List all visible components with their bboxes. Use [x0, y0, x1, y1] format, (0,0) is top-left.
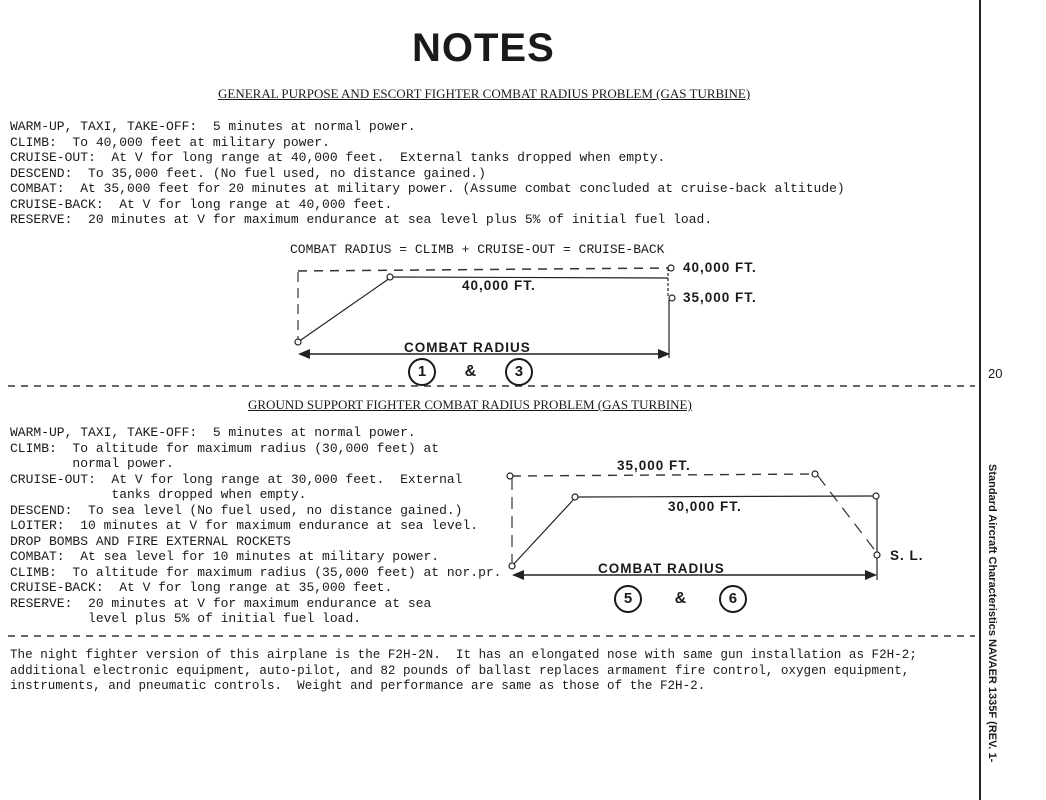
- diagram2-alt-top: 35,000 FT.: [617, 458, 691, 473]
- section1-line: CRUISE-BACK: At V for long range at 40,000 feet.: [10, 196, 393, 212]
- diagram2-arrowhead-right: [865, 570, 877, 580]
- diagram1-missions: [408, 358, 568, 386]
- diagram1-cruise-back-path: [298, 268, 668, 271]
- section1-line: DESCEND: To 35,000 feet. (No fuel used, no distance gained.): [10, 165, 486, 181]
- section2-line: level plus 5% of initial fuel load.: [10, 611, 362, 626]
- section2-line: DROP BOMBS AND FIRE EXTERNAL ROCKETS: [10, 533, 291, 549]
- diagram2-start-point: [509, 563, 515, 569]
- section2-line: CRUISE-BACK: At V for long range at 35,000 feet.: [10, 580, 393, 595]
- section2-line: tanks dropped when empty.: [10, 487, 307, 502]
- section2-heading: GROUND SUPPORT FIGHTER COMBAT RADIUS PROBLEM (GAS TURBINE): [248, 397, 692, 412]
- diagram1-climb-point: [387, 274, 393, 280]
- section2-line: COMBAT: At sea level for 10 minutes at military power.: [10, 549, 440, 564]
- diagram2-cruise-out-path: [575, 496, 876, 497]
- combat-radius-formula: COMBAT RADIUS = CLIMB + CRUISE-OUT = CRUISE-BACK: [290, 242, 665, 257]
- page-title: NOTES: [412, 26, 555, 70]
- diagram1-radius-label: COMBAT RADIUS: [404, 340, 531, 355]
- section2-line: LOITER: 10 minutes at V for maximum endurance at sea level.: [10, 518, 479, 533]
- section2-text: [10, 425, 501, 627]
- diagram2-climb-back-path: [818, 476, 877, 553]
- diagram2-sealevel-point: [874, 552, 880, 558]
- diagram2-climb-path: [512, 498, 575, 566]
- footer-line: The night fighter version of this airplane is the F2H-2N. It has an elongated nose with same gun installation as F2H-2;: [10, 648, 917, 662]
- section1-line: CRUISE-OUT: At V for long range at 40,000 feet. External tanks dropped when empty.: [10, 150, 666, 165]
- side-document-label: Standard Aircraft Characteristics NAVAER 1335F (REV. 1-: [986, 464, 998, 763]
- diagram1-top-point: [668, 265, 674, 271]
- section2-line: DESCEND: To sea level (No fuel used, no distance gained.): [10, 502, 463, 518]
- diagram1-alt-lower: 35,000 FT.: [683, 290, 757, 305]
- footer-note: [10, 648, 917, 695]
- footer-line: additional electronic equipment, auto-pilot, and 82 pounds of ballast replaces armament fire control, oxygen equipment,: [10, 663, 910, 678]
- section1-line: WARM-UP, TAXI, TAKE-OFF: 5 minutes at normal power.: [10, 119, 416, 134]
- footer-line: instruments, and pneumatic controls. Weight and performance are same as those of the F2H-2.: [10, 679, 706, 693]
- section2-line: RESERVE: 20 minutes at V for maximum endurance at sea: [10, 595, 432, 611]
- mission-number-badge: 3: [505, 358, 533, 386]
- diagram1-start-point: [295, 339, 301, 345]
- diagram2-radius-label: COMBAT RADIUS: [598, 561, 725, 576]
- amp-symbol: &: [674, 590, 687, 607]
- diagram2-arrowhead-left: [512, 570, 524, 580]
- section1-line: RESERVE: 20 minutes at V for maximum endurance at sea level plus 5% of initial fuel load.: [10, 212, 713, 227]
- diagram2-descend-point: [873, 493, 879, 499]
- diagram1-arrowhead-left: [298, 349, 310, 359]
- diagram1-combat-point: [669, 295, 675, 301]
- diagram1-arrowhead-right: [658, 349, 670, 359]
- diagram1-alt-top: 40,000 FT.: [683, 260, 757, 275]
- page-number: 20: [988, 366, 1003, 381]
- mission-number-badge: 5: [614, 585, 642, 613]
- diagram1-climb-path: [298, 278, 390, 342]
- diagram2-cruise-back-path: [512, 474, 816, 476]
- amp-symbol: &: [464, 363, 477, 380]
- mission-number-badge: 6: [719, 585, 747, 613]
- section2-line: CLIMB: To altitude for maximum radius (35,000 feet) at nor.pr.: [10, 564, 502, 580]
- diagram2-alt-mid: 30,000 FT.: [668, 499, 742, 514]
- mission-number-badge: 1: [408, 358, 436, 386]
- diagram2-top-right-point: [812, 471, 818, 477]
- diagram2-alt-sl: S. L.: [890, 548, 924, 563]
- section2-line: CRUISE-OUT: At V for long range at 30,000 feet. External: [10, 471, 463, 487]
- section2-line: CLIMB: To altitude for maximum radius (30,000 feet) at: [10, 440, 440, 456]
- diagram2-top-left-point: [507, 473, 513, 479]
- diagram2-climb-point: [572, 494, 578, 500]
- section1-line: COMBAT: At 35,000 feet for 20 minutes at military power. (Assume combat concluded at cruise-back altitude): [10, 181, 845, 196]
- section2-line: WARM-UP, TAXI, TAKE-OFF: 5 minutes at normal power.: [10, 425, 416, 440]
- section1-line: CLIMB: To 40,000 feet at military power.: [10, 134, 330, 150]
- diagram1-alt-mid: 40,000 FT.: [462, 278, 536, 293]
- diagram2-missions: [614, 585, 774, 613]
- section2-line: normal power.: [10, 456, 174, 471]
- section1-heading: GENERAL PURPOSE AND ESCORT FIGHTER COMBAT RADIUS PROBLEM (GAS TURBINE): [218, 86, 751, 101]
